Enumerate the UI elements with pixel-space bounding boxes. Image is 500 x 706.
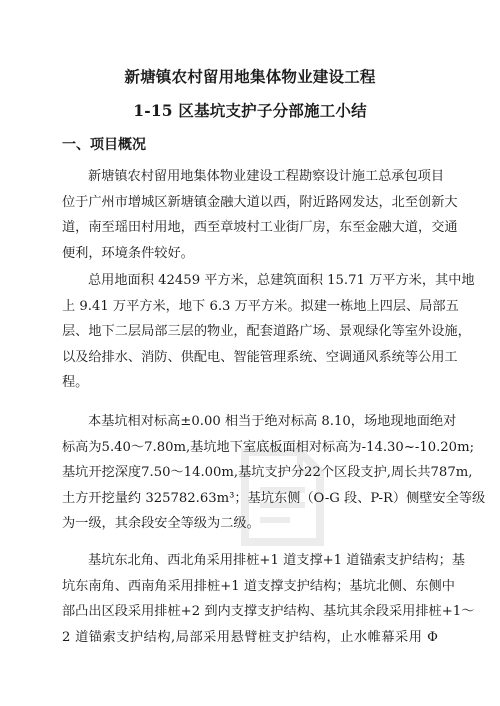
- paragraph-line: 新塘镇农村留用地集体物业建设工程勘察设计施工总承包项目: [88, 169, 445, 184]
- paragraph-line: 土方开挖量约 325782.63m³；基坑东侧（O-G 段、P-R）侧壁安全等级: [62, 490, 486, 506]
- paragraph-line: 坑东南角、西南角采用排桩+1 道支撑支护结构；基坑北侧、东侧中: [62, 578, 455, 594]
- paragraph-line: 以及给排水、消防、供配电、智能管理系统、空调通风系统等公用工: [62, 349, 458, 365]
- paragraph-line: 部凸出区段采用排桩+2 到内支撑支护结构、基坑其余段采用排桩+1～: [62, 604, 475, 619]
- document-subtitle: 1-15 区基坑支护子分部施工小结: [133, 101, 367, 120]
- paragraph-line: 道，南至瑶田村用地，西至章坡村工业街厂房，东至金融大道，交通: [62, 220, 458, 235]
- paragraph-line: 本基坑相对标高±0.00 相当于绝对标高 8.10，场地现地面绝对: [88, 414, 457, 429]
- paragraph-line: 总用地面积 42459 平方米，总建筑面积 15.71 万平方米，其中地: [88, 273, 475, 288]
- paragraph-area: [62, 268, 475, 396]
- document-title: 新塘镇农村留用地集体物业建设工程: [124, 67, 376, 86]
- paragraph-line: 位于广州市增城区新塘镇金融大道以西，附近路网发达，北至创新大: [62, 194, 458, 210]
- paragraph-line: 基坑开挖深度7.50～14.00m,基坑支护分22个区段支护,周长共787m,: [62, 465, 473, 480]
- paragraph-line: 为一级，其余段安全等级为二级。: [62, 516, 260, 531]
- paragraph-line: 便利，环境条件较好。: [62, 245, 194, 261]
- paragraph-support-structure: [62, 548, 475, 650]
- paragraph-location: [62, 164, 458, 266]
- paragraph-line: 标高为5.40～7.80m,基坑地下室底板面相对标高为-14.30~-10.20m;: [62, 439, 475, 455]
- paragraph-line: 2 道锚索支护结构,局部采用悬臂桩支护结构，止水帷幕采用 Φ: [62, 629, 438, 645]
- paragraph-line: 上 9.41 万平方米，地下 6.3 万平方米。拟建一栋地上四层、局部五: [62, 298, 459, 314]
- section-heading-project-overview: 一、项目概况: [62, 137, 146, 153]
- paragraph-line: 层、地下二层局部三层的物业，配套道路广场、景观绿化等室外设施，: [62, 324, 471, 339]
- paragraph-line: 基坑东北角、西北角采用排桩+1 道支撑+1 道锚索支护结构；基: [88, 553, 465, 568]
- paragraph-line: 程。: [62, 375, 89, 390]
- paragraph-elevation: [62, 409, 486, 537]
